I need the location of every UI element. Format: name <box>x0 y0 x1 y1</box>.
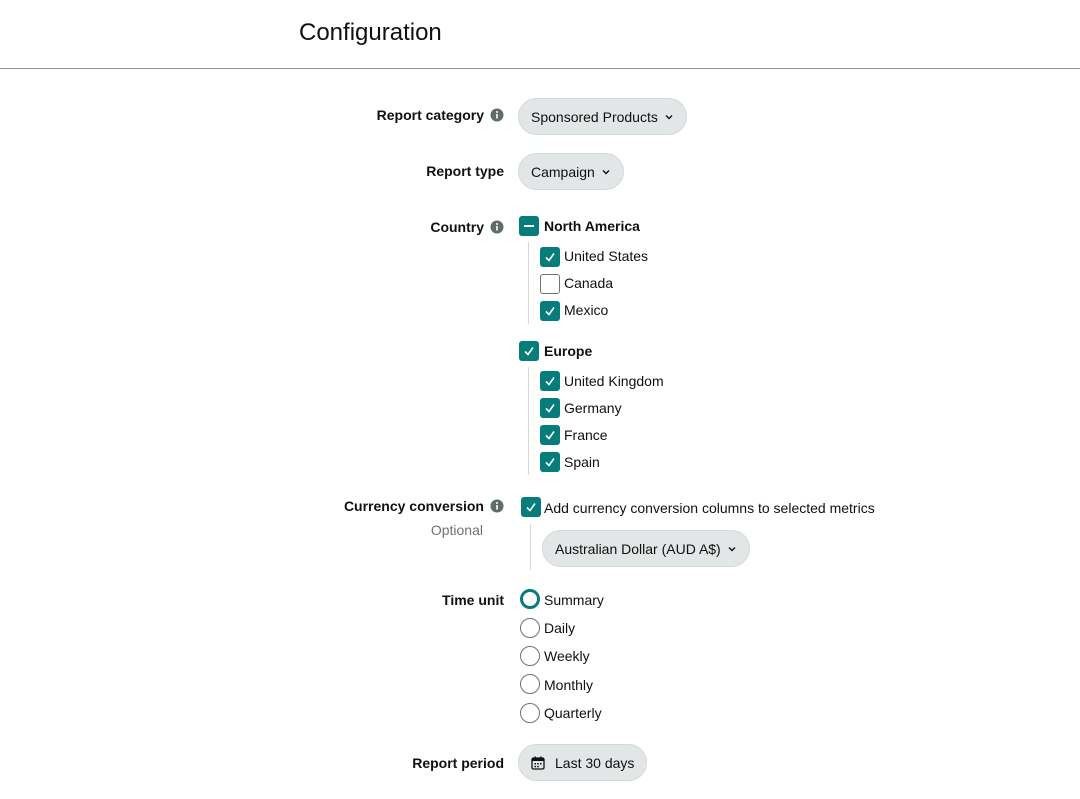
page-title: Configuration <box>299 19 442 46</box>
germany-label: Germany <box>564 400 622 416</box>
check-icon <box>524 500 538 514</box>
check-icon <box>543 304 557 318</box>
germany-checkbox[interactable] <box>540 398 560 418</box>
report-type-label: Report type <box>426 163 504 179</box>
currency-select[interactable]: Australian Dollar (AUD A$) <box>542 530 750 567</box>
country-label: Country <box>430 219 504 235</box>
currency-conversion-checkbox[interactable] <box>521 497 541 517</box>
spain-checkbox[interactable] <box>540 452 560 472</box>
united-states-label: United States <box>564 248 649 264</box>
mexico-label: Mexico <box>564 302 609 318</box>
check-icon <box>543 401 557 415</box>
check-icon <box>543 428 557 442</box>
radio-summary-label: Summary <box>544 592 604 608</box>
radio-weekly[interactable] <box>520 646 540 666</box>
check-icon <box>543 374 557 388</box>
spain-label: Spain <box>564 454 600 470</box>
france-label: France <box>564 427 608 443</box>
canada-label: Canada <box>564 275 614 291</box>
currency-conversion-label: Currency conversion <box>344 498 504 514</box>
report-category-label: Report category <box>377 107 504 123</box>
info-icon[interactable] <box>490 499 504 513</box>
radio-daily[interactable] <box>520 618 540 638</box>
radio-weekly-label: Weekly <box>544 648 590 664</box>
report-period-button[interactable]: Last 30 days <box>518 744 647 781</box>
united-kingdom-label: United Kingdom <box>564 373 664 389</box>
report-period-label: Report period <box>412 755 504 771</box>
tree-line <box>528 367 529 475</box>
report-category-select[interactable]: Sponsored Products <box>518 98 687 135</box>
north-america-checkbox[interactable] <box>519 216 539 236</box>
time-unit-label: Time unit <box>442 592 504 608</box>
radio-quarterly[interactable] <box>520 703 540 723</box>
chevron-down-icon <box>727 544 737 554</box>
minus-icon <box>522 219 536 233</box>
check-icon <box>543 250 557 264</box>
calendar-icon <box>531 756 545 770</box>
chevron-down-icon <box>664 112 674 122</box>
chevron-down-icon <box>601 167 611 177</box>
mexico-checkbox[interactable] <box>540 301 560 321</box>
europe-label: Europe <box>544 343 593 359</box>
tree-line <box>530 524 531 570</box>
info-icon[interactable] <box>490 220 504 234</box>
radio-monthly-label: Monthly <box>544 677 594 693</box>
europe-checkbox[interactable] <box>519 341 539 361</box>
tree-line <box>528 242 529 324</box>
optional-label: Optional <box>430 522 483 538</box>
united-kingdom-checkbox[interactable] <box>540 371 560 391</box>
radio-daily-label: Daily <box>544 620 576 636</box>
report-type-select[interactable]: Campaign <box>518 153 624 190</box>
united-states-checkbox[interactable] <box>540 247 560 267</box>
check-icon <box>543 455 557 469</box>
page-header <box>0 0 1080 69</box>
north-america-label: North America <box>544 218 640 234</box>
info-icon[interactable] <box>490 108 504 122</box>
radio-monthly[interactable] <box>520 674 540 694</box>
radio-quarterly-label: Quarterly <box>544 705 602 721</box>
currency-conversion-checkbox-label: Add currency conversion columns to selected metrics <box>544 500 875 516</box>
france-checkbox[interactable] <box>540 425 560 445</box>
canada-checkbox[interactable] <box>540 274 560 294</box>
check-icon <box>522 344 536 358</box>
radio-summary[interactable] <box>520 589 540 609</box>
